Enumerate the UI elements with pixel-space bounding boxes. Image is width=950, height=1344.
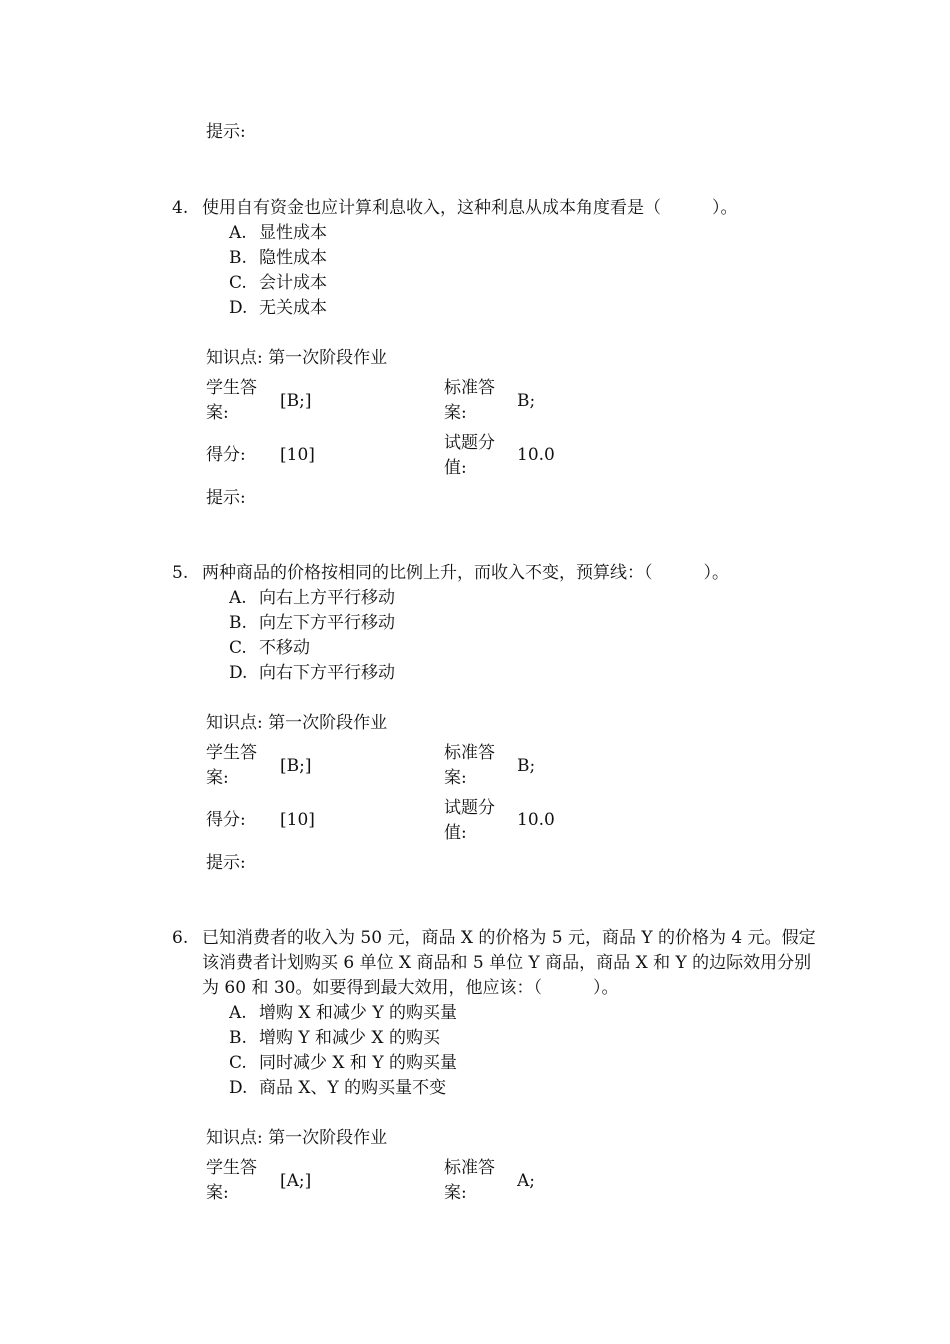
option-text: 显性成本 [259, 223, 327, 243]
option-d [229, 1076, 446, 1101]
option-letter: A. [229, 223, 247, 243]
option-a [229, 1001, 457, 1026]
option-letter: D. [229, 298, 248, 318]
option-letter: C. [229, 273, 247, 293]
option-c [229, 271, 327, 296]
option-d [229, 296, 327, 321]
option-letter: A. [229, 1003, 247, 1023]
option-a [229, 221, 327, 246]
score-label: 得分: [206, 445, 246, 465]
score-label: 得分: [206, 810, 246, 830]
student-answer-label: 学生答案: [206, 378, 257, 423]
option-letter: C. [229, 638, 247, 658]
question-value-label: 试题分值: [444, 798, 495, 843]
option-text: 增购 Y 和减少 X 的购买 [259, 1028, 440, 1048]
question-value: 10.0 [517, 810, 555, 830]
hint-label: 提示: [206, 122, 246, 142]
option-text: 会计成本 [259, 273, 327, 293]
option-letter: B. [229, 248, 247, 268]
option-b [229, 1026, 440, 1051]
score-value: [10] [280, 810, 315, 830]
option-text: 不移动 [259, 638, 310, 658]
question-text: 已知消费者的收入为 50 元，商品 X 的价格为 5 元，商品 Y 的价格为 4 元。假定该消费者计划购买 6 单位 X 商品和 5 单位 Y 商品，商品 X 和 Y 的边际效用分别为 60 和 30。如要得到最大效用，他应该：（ ）。 [202, 928, 816, 998]
student-answer: [A;] [280, 1171, 312, 1191]
option-letter: B. [229, 613, 247, 633]
standard-answer-label: 标准答案: [444, 743, 495, 788]
option-text: 向左下方平行移动 [259, 613, 395, 633]
knowledge-point: 知识点: 第一次阶段作业 [206, 348, 388, 368]
option-letter: B. [229, 1028, 247, 1048]
question-text: 两种商品的价格按相同的比例上升，而收入不变，预算线：（ ）。 [202, 563, 729, 583]
option-text: 同时减少 X 和 Y 的购买量 [259, 1053, 457, 1073]
student-answer: [B;] [280, 391, 312, 411]
standard-answer-label: 标准答案: [444, 378, 495, 423]
option-c [229, 1051, 457, 1076]
knowledge-point: 知识点: 第一次阶段作业 [206, 1128, 388, 1148]
option-text: 向右下方平行移动 [259, 663, 395, 683]
standard-answer: A; [517, 1171, 536, 1191]
option-text: 无关成本 [259, 298, 327, 318]
option-letter: D. [229, 663, 248, 683]
question-value-label: 试题分值: [444, 433, 495, 478]
option-text: 商品 X、Y 的购买量不变 [259, 1078, 447, 1098]
knowledge-point: 知识点: 第一次阶段作业 [206, 713, 388, 733]
hint-label: 提示: [206, 488, 246, 508]
hint-label: 提示: [206, 853, 246, 873]
question-number: 4. [172, 198, 189, 218]
student-answer: [B;] [280, 756, 312, 776]
standard-answer: B; [517, 756, 536, 776]
standard-answer: B; [517, 391, 536, 411]
option-b [229, 611, 395, 636]
standard-answer-label: 标准答案: [444, 1158, 495, 1203]
question-number: 5. [172, 563, 189, 583]
student-answer-label: 学生答案: [206, 743, 257, 788]
option-text: 向右上方平行移动 [259, 588, 395, 608]
score-value: [10] [280, 445, 315, 465]
question-text: 使用自有资金也应计算利息收入，这种利息从成本角度看是（ ）。 [202, 198, 738, 218]
option-a [229, 586, 395, 611]
option-text: 增购 X 和减少 Y 的购买量 [259, 1003, 457, 1023]
question-value: 10.0 [517, 445, 555, 465]
option-letter: D. [229, 1078, 248, 1098]
option-b [229, 246, 327, 271]
option-letter: C. [229, 1053, 247, 1073]
option-c [229, 636, 310, 661]
option-d [229, 661, 395, 686]
option-text: 隐性成本 [259, 248, 327, 268]
option-letter: A. [229, 588, 247, 608]
question-number: 6. [172, 928, 189, 948]
student-answer-label: 学生答案: [206, 1158, 257, 1203]
